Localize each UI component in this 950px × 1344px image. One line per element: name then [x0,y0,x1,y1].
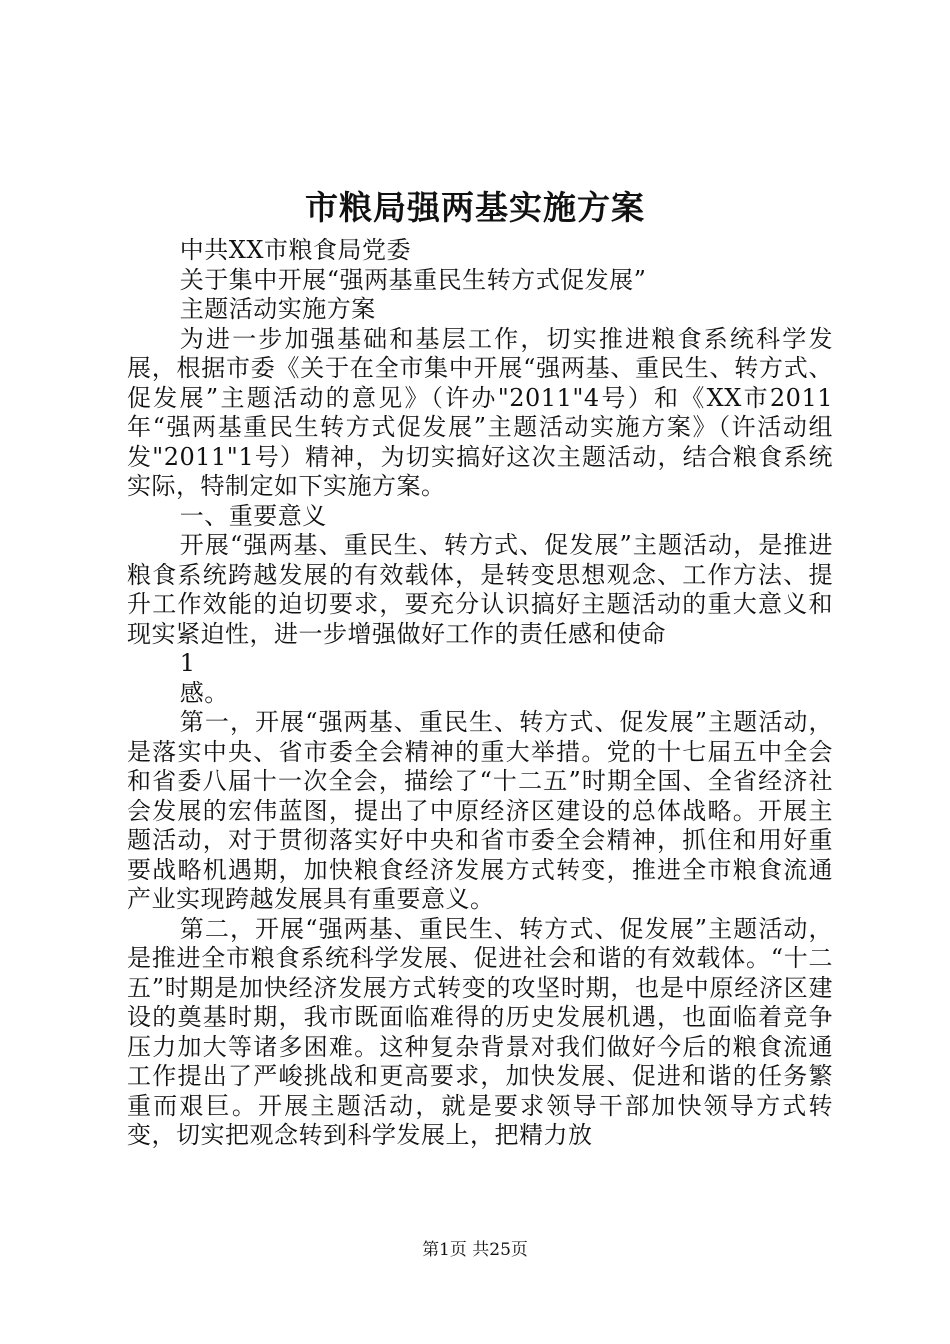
header-line-2: 关于集中开展“强两基重民生转方式促发展” [179,265,647,294]
section-heading: 一、重要意义 [179,501,327,530]
point-one-paragraph: 第一，开展“强两基、重民生、转方式、促发展”主题活动，是落实中央、省市委全会精神的重大举措。党的十七届五中全会和省委八届十一次全会，描绘了“十二五”时期全国、全省经济社会发展的宏伟蓝图，提出了中原经济区建设的总体战略。开展主题活动，对于贯彻落实好中央和省市委全会精神，抓住和用好重要战略机遇期，加快粮食经济发展方式转变，推进全市粮食流通产业实现跨越发展具有重要意义。 [127,708,833,913]
header-line-1: 中共XX市粮食局党委 [179,236,411,264]
page-marker: 1 [179,649,196,677]
continuation-text: 感。 [179,678,229,707]
document-body [127,236,833,1151]
point-two-paragraph: 第二，开展“强两基、重民生、转方式、促发展”主题活动，是推进全市粮食系统科学发展、促进社会和谐的有效载体。“十二五”时期是加快经济发展方式转变的攻坚时期，也是中原经济区建设的奠基时期，我市既面临难得的历史发展机遇，也面临着竞争压力加大等诸多困难。这种复杂背景对我们做好今后的粮食流通工作提出了严峻挑战和更高要求，加快发展、促进和谐的任务繁重而艰巨。开展主题活动，就是要求领导干部加快领导方式转变，切实把观念转到科学发展上，把精力放 [127,914,833,1149]
page-footer: 第1页 共25页 [422,1240,528,1260]
section-paragraph: 开展“强两基、重民生、转方式、促发展”主题活动，是推进粮食系统跨越发展的有效载体，是转变思想观念、工作方法、提升工作效能的迫切要求，要充分认识搞好主题活动的重大意义和现实紧迫性，进一步增强做好工作的责任感和使命 [127,531,833,648]
document-title: 市粮局强两基实施方案 [305,188,645,227]
intro-paragraph: 为进一步加强基础和基层工作，切实推进粮食系统科学发展，根据市委《关于在全市集中开展“强两基、重民生、转方式、促发展”主题活动的意见》（许办"2011"4号）和《XX市2011年“强两基重民生转方式促发展”主题活动实施方案》（许活动组发"2011"1号）精神，为切实搞好这次主题活动，结合粮食系统实际，特制定如下实施方案。 [127,324,833,500]
header-line-3: 主题活动实施方案 [179,295,376,323]
